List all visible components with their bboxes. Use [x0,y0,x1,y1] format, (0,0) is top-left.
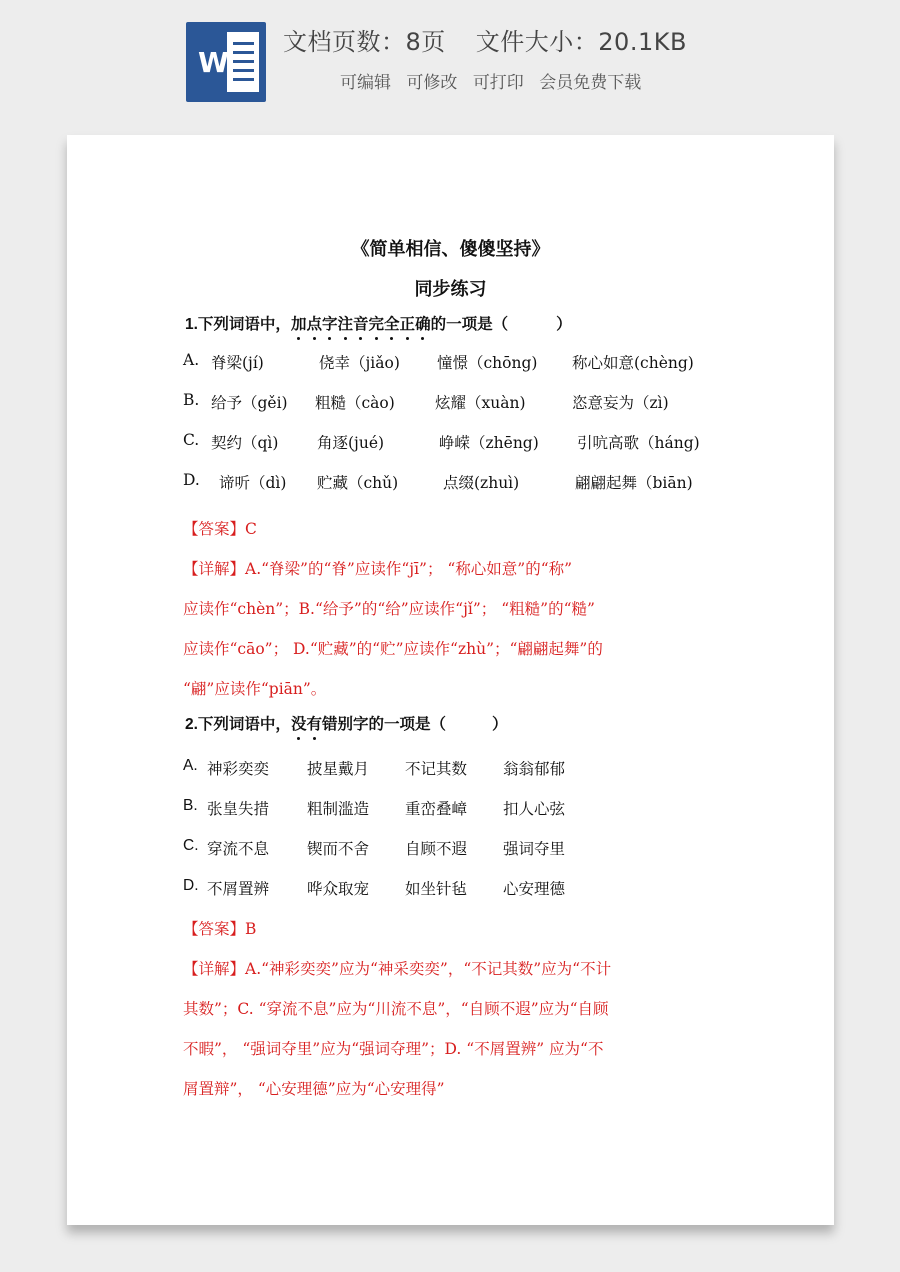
q2-answer: 【答案】B [183,920,257,938]
q1-answer: 【答案】C [183,520,257,538]
feature-tags [340,68,651,93]
q2-option-b-word-1: 张皇失措 [207,800,270,818]
tag-member-download: 会员免费下载 [539,73,642,93]
q1-option-a-word-1: 脊梁(jí) [211,354,264,372]
q2-option-b-word-4: 扣人心弦 [503,800,566,818]
q2-explain-line-3: 不暇”， “强词夺里”应为“强词夺理”；D. “不屑置辨” 应为“不 [183,1040,604,1058]
q2-option-d-label: D. [183,877,199,894]
doc-title: 《简单相信、傻傻坚持》 [351,239,550,260]
file-size: 文件大小：20.1KB [475,28,687,56]
q1-option-b-word-4: 恣意妄为（zì) [572,394,669,412]
q1-option-b-word-2: 粗糙（cào) [315,394,395,412]
page-count: 文档页数：8页 [283,28,446,56]
q1-option-c-label: C. [183,431,200,449]
q2-option-c-label: C. [183,837,199,854]
q1-option-d-word-4: 翩翩起舞（biān) [575,474,693,492]
tag-modifiable: 可修改 [406,73,458,93]
q1-option-a-word-4: 称心如意(chèng) [572,354,694,372]
q2-option-a-word-3: 不记其数 [405,760,468,778]
q1-option-b-word-3: 炫耀（xuàn) [435,394,526,412]
tag-printable: 可打印 [472,73,524,93]
dotted-emphasis: 加点字注音完全正确 [291,316,431,333]
q1-option-c-word-1: 契约（qì) [211,434,279,452]
q2-explain-line-2: 其数”；C. “穿流不息”应为“川流不息”，“自顾不遐”应为“自顾 [183,1000,609,1018]
q2-option-d-word-4: 心安理德 [503,880,566,898]
q1-explain-line-3: 应读作“cāo”； D.“贮藏”的“贮”应读作“zhù”；“翩翩起舞”的 [183,640,603,658]
question-1: 1.下列词语中，加点字注音完全正确的一项是（ ） [185,312,572,334]
q2-option-d-word-2: 哗众取宠 [307,880,370,898]
dotted-emphasis: 没有 [291,716,322,733]
document-lines-icon [227,32,259,92]
word-w-letter: W [198,46,229,79]
q2-option-b-word-2: 粗制滥造 [307,800,370,818]
q2-option-a-word-2: 披星戴月 [307,760,370,778]
q2-option-a-label: A. [183,757,198,774]
q2-option-b-label: B. [183,797,198,814]
file-info [283,22,687,57]
q2-explain-line-4: 屑置辩”， “心安理德”应为“心安理得” [183,1080,445,1098]
q1-option-b-label: B. [183,391,200,409]
q1-option-d-label: D. [183,471,200,489]
doc-subtitle: 同步练习 [414,279,487,300]
q1-option-d-word-2: 贮藏（chǔ) [317,474,399,492]
q2-option-a-word-4: 翁翁郁郁 [503,760,566,778]
q1-option-c-word-2: 角逐(jué) [317,434,385,452]
q2-option-c-word-1: 穿流不息 [207,840,270,858]
q1-option-c-word-3: 峥嵘（zhēng) [439,434,539,452]
q2-explain-line-1: 【详解】A.“神彩奕奕”应为“神采奕奕”，“不记其数”应为“不计 [183,960,612,978]
q1-explain-line-4: “翩”应读作“piān”。 [183,680,327,698]
q2-option-a-word-1: 神彩奕奕 [207,760,270,778]
q1-option-b-word-1: 给予（gěi) [211,394,288,412]
q1-explain-line-2: 应读作“chèn”；B.“给予”的“给”应读作“jǐ”； “粗糙”的“糙” [183,600,595,618]
q1-option-a-word-3: 憧憬（chōng) [437,354,538,372]
word-file-icon [186,22,266,102]
tag-editable: 可编辑 [340,73,391,93]
q1-option-c-word-4: 引吭高歌（háng) [577,434,700,452]
question-2: 2.下列词语中，没有错别字的一项是（ ） [185,712,508,734]
q2-option-c-word-2: 锲而不舍 [307,840,370,858]
document-page [67,135,834,1225]
q2-option-c-word-3: 自顾不遐 [405,840,468,858]
q1-explain-line-1: 【详解】A.“脊梁”的“脊”应读作“jī”； “称心如意”的“称” [183,560,573,578]
q1-option-d-word-1: 谛听（dì) [219,474,287,492]
q1-option-d-word-3: 点缀(zhuì) [443,474,520,492]
q2-option-d-word-3: 如坐针毡 [405,880,468,898]
q1-option-a-label: A. [183,351,200,369]
q2-option-c-word-4: 强词夺里 [503,840,566,858]
q2-option-d-word-1: 不屑置辨 [207,880,270,898]
q2-option-b-word-3: 重峦叠嶂 [405,800,468,818]
q1-option-a-word-2: 侥幸（jiǎo) [319,354,400,372]
